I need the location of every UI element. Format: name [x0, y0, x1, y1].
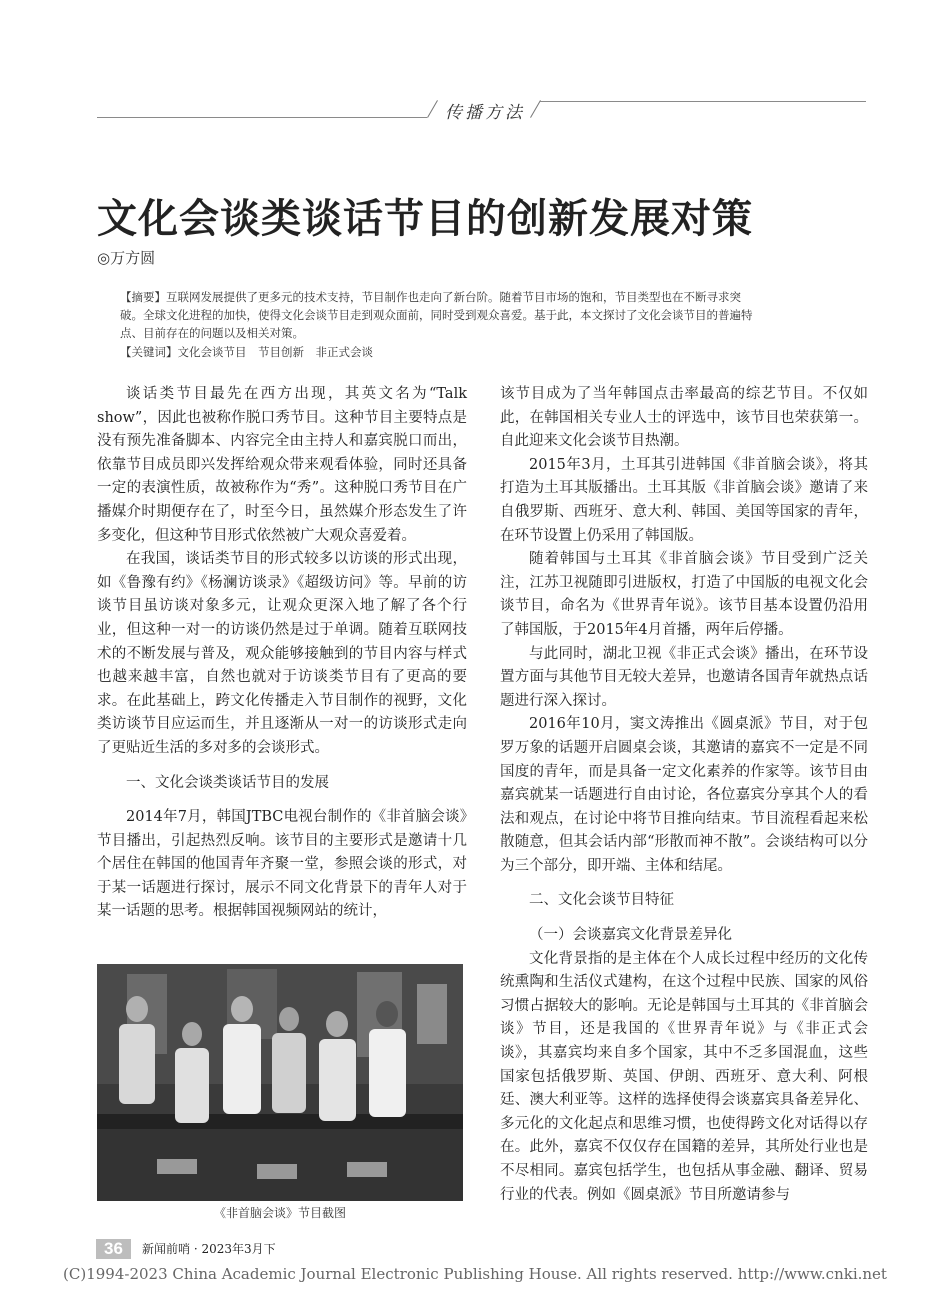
journal-info: 新闻前哨 · 2023年3月下: [142, 1242, 276, 1256]
paragraph: 2016年10月，窦文涛推出《圆桌派》节目，对于包罗万象的话题开启圆桌会谈，其邀请的嘉宾不一定是不同国度的青年，而是具备一定文化素养的作家等。该节目由嘉宾就某一话题进行自由讨论，各位嘉宾分享其个人的看法和观点，在讨论中将节目推向结束。节目流程看起来松散随意，但其会话内部“形散而神不散”。会谈结构可以分为三个部分，即开端、主体和结尾。: [500, 716, 868, 874]
figure-caption: 《非首脑会谈》节目截图: [213, 1206, 346, 1220]
subsection-heading: （一）会谈嘉宾文化背景差异化: [529, 927, 732, 944]
section-header: 传播方法: [445, 103, 525, 123]
paragraph: 与此同时，湖北卫视《非正式会谈》播出，在环节设置方面与其他节目无较大差异，也邀请各国青年就热点话题进行深入探讨。: [500, 645, 868, 709]
header-rule-left: [97, 117, 427, 118]
paragraph: 文化背景指的是主体在个人成长过程中经历的文化传统熏陶和生活仪式建构，在这个过程中民族、国家的风俗习惯占据较大的影响。无论是韩国与土耳其的《非首脑会谈》节目，还是我国的《世界青年说》与《非正式会谈》，其嘉宾均来自多个国家，其中不乏多国混血，这些国家包括俄罗斯、英国、伊朗、西班牙、意大利、阿根廷、澳大利亚等。这样的选择使得会谈嘉宾具备差异化、多元化的文化起点和思维习惯，也使得跨文化对话得以存在。此外，嘉宾不仅仅存在国籍的差异，其所处行业也是不尽相同。嘉宾包括学生，也包括从事金融、翻译、贸易行业的代表。例如《圆桌派》节目所邀请参与: [500, 950, 868, 1203]
program-screenshot: [97, 964, 463, 1201]
abstract: 【摘要】互联网发展提供了更多元的技术支持，节目制作也走向了新台阶。随着节目市场的饱和，节目类型也在不断寻求突破。全球文化进程的加快，使得文化会谈节目走到观众面前，同时受到观众喜爱。基于此，本文探讨了文化会谈节目的普遍特点、目前存在的问题以及相关对策。: [120, 290, 753, 340]
section-heading: 二、文化会谈节目特征: [529, 892, 674, 909]
copyright-footer: (C)1994-2023 China Academic Journal Electronic Publishing House. All rights reserved. http://www.cnki.net: [63, 1265, 887, 1283]
paragraph: 2014年7月，韩国JTBC电视台制作的《非首脑会谈》节目播出，引起热烈反响。该节目的主要形式是邀请十几个居住在韩国的他国青年齐聚一堂，参照会谈的形式，对于某一话题进行探讨，展示不同文化背景下的青年人对于某一话题的思考。根据韩国视频网站的统计，: [97, 809, 467, 920]
paragraph: 该节目成为了当年韩国点击率最高的综艺节目。不仅如此，在韩国相关专业人士的评选中，该节目也荣获第一。自此迎来文化会谈节目热潮。: [500, 386, 868, 450]
header-rule-right: [540, 101, 866, 102]
paragraph: 谈话类节目最先在西方出现，其英文名为“Talk show”，因此也被称作脱口秀节目。这种节目主要特点是没有预先准备脚本、内容完全由主持人和嘉宾脱口而出，依靠节目成员即兴发挥给观众带来观看体验，同时还具备一定的表演性质，故被称作为“秀”。这种脱口秀节目在广播媒介时期便存在了，时至今日，虽然媒介形态发生了许多变化，但这种节目形式依然被广大观众喜爱着。: [97, 386, 467, 544]
right-column: [500, 383, 868, 1207]
keywords: 【关键词】文化会谈节目 节目创新 非正式会谈: [120, 345, 373, 359]
section-heading: 一、文化会谈类谈话节目的发展: [126, 774, 329, 791]
paragraph: 在我国，谈话类节目的形式较多以访谈的形式出现，如《鲁豫有约》《杨澜访谈录》《超级访问》等。早前的访谈节目虽访谈对象多元，让观众更深入地了解了各个行业，但这种一对一的访谈仍然是过于单调。随着互联网技术的不断发展与普及，观众能够接触到的节目内容与样式也越来越丰富，自然也就对于访谈类节目有了更高的要求。在此基础上，跨文化传播走入节目制作的视野，文化类访谈节目应运而生，并且逐渐从一对一的访谈形式走向了更贴近生活的多对多的会谈形式。: [97, 551, 467, 756]
author: ◎万方圆: [97, 249, 156, 267]
paragraph: 随着韩国与土耳其《非首脑会谈》节目受到广泛关注，江苏卫视随即引进版权，打造了中国版的电视文化会谈节目，命名为《世界青年说》。该节目基本设置仍沿用了韩国版，于2015年4月首播，两年后停播。: [500, 551, 868, 638]
page-number: 36: [96, 1239, 131, 1259]
paragraph: 2015年3月，土耳其引进韩国《非首脑会谈》，将其打造为土耳其版播出。土耳其版《非首脑会谈》邀请了来自俄罗斯、西班牙、意大利、韩国、美国等国家的青年，在环节设置上仍采用了韩国版。: [500, 456, 868, 544]
left-column: [97, 383, 467, 924]
article-title: 文化会谈类谈话节目的创新发展对策: [97, 195, 753, 242]
